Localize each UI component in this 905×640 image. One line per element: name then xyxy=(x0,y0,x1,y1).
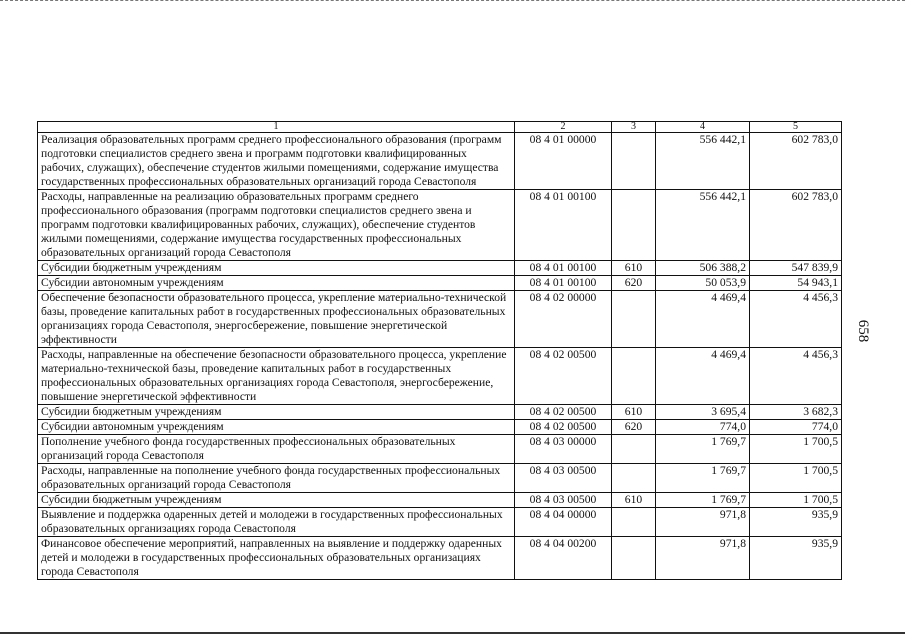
table-row xyxy=(38,464,842,493)
page-top-rule xyxy=(0,0,905,1)
row-value-4: 971,8 xyxy=(656,537,750,580)
row-value-5: 1 700,5 xyxy=(750,435,842,464)
row-name: Субсидии бюджетным учреждениям xyxy=(38,405,515,420)
table-row xyxy=(38,493,842,508)
row-type: 610 xyxy=(612,261,656,276)
table-row xyxy=(38,420,842,435)
row-value-4: 1 769,7 xyxy=(656,435,750,464)
row-value-4: 3 695,4 xyxy=(656,405,750,420)
row-value-5: 602 783,0 xyxy=(750,133,842,190)
row-type xyxy=(612,348,656,405)
row-name: Субсидии бюджетным учреждениям xyxy=(38,493,515,508)
row-value-5: 3 682,3 xyxy=(750,405,842,420)
header-col-5: 5 xyxy=(750,122,842,133)
row-name: Финансовое обеспечение мероприятий, направленных на выявление и поддержку одаренных детей и молодежи в государственных профессиональных образовательных организациях города Севастополя xyxy=(38,537,515,580)
row-value-4: 774,0 xyxy=(656,420,750,435)
row-code: 08 4 02 00500 xyxy=(515,420,612,435)
row-value-5: 602 783,0 xyxy=(750,190,842,261)
row-name: Расходы, направленные на обеспечение безопасности образовательного процесса, укрепление материально-технической базы, проведение капитальных работ в государственных профессиональных образовательных организациях города Севастополя, энергосбережение, повышение энергетической эффективности xyxy=(38,348,515,405)
row-type: 610 xyxy=(612,493,656,508)
row-value-5: 1 700,5 xyxy=(750,464,842,493)
row-code: 08 4 01 00100 xyxy=(515,190,612,261)
row-name: Субсидии бюджетным учреждениям xyxy=(38,261,515,276)
row-name: Субсидии автономным учреждениям xyxy=(38,276,515,291)
row-value-5: 54 943,1 xyxy=(750,276,842,291)
row-name: Выявление и поддержка одаренных детей и молодежи в государственных профессиональных образовательных организациях города Севастополя xyxy=(38,508,515,537)
row-code: 08 4 03 00500 xyxy=(515,493,612,508)
header-row xyxy=(38,122,842,133)
row-type xyxy=(612,291,656,348)
row-type xyxy=(612,190,656,261)
table-row xyxy=(38,291,842,348)
page-bottom-rule xyxy=(0,632,905,634)
header-col-4: 4 xyxy=(656,122,750,133)
row-name: Пополнение учебного фонда государственных профессиональных образовательных организаций города Севастополя xyxy=(38,435,515,464)
row-type: 610 xyxy=(612,405,656,420)
row-value-5: 547 839,9 xyxy=(750,261,842,276)
row-type xyxy=(612,537,656,580)
row-code: 08 4 02 00500 xyxy=(515,348,612,405)
row-type xyxy=(612,435,656,464)
row-value-5: 774,0 xyxy=(750,420,842,435)
row-value-4: 506 388,2 xyxy=(656,261,750,276)
table-row xyxy=(38,405,842,420)
table-row xyxy=(38,348,842,405)
row-type xyxy=(612,508,656,537)
header-col-2: 2 xyxy=(515,122,612,133)
row-value-5: 4 456,3 xyxy=(750,348,842,405)
row-type: 620 xyxy=(612,276,656,291)
row-value-4: 1 769,7 xyxy=(656,493,750,508)
header-col-3: 3 xyxy=(612,122,656,133)
row-value-5: 1 700,5 xyxy=(750,493,842,508)
row-value-5: 4 456,3 xyxy=(750,291,842,348)
row-code: 08 4 01 00100 xyxy=(515,276,612,291)
row-code: 08 4 01 00100 xyxy=(515,261,612,276)
row-value-4: 556 442,1 xyxy=(656,133,750,190)
row-type: 620 xyxy=(612,420,656,435)
table-row xyxy=(38,190,842,261)
row-value-4: 4 469,4 xyxy=(656,291,750,348)
row-name: Субсидии автономным учреждениям xyxy=(38,420,515,435)
row-value-4: 1 769,7 xyxy=(656,464,750,493)
row-name: Обеспечение безопасности образовательного процесса, укрепление материально-технической базы, проведение капитальных работ в государственных профессиональных образовательных организациях города Севастополя, энергосбережение, повышение энергетической эффективности xyxy=(38,291,515,348)
row-type xyxy=(612,464,656,493)
header-col-1: 1 xyxy=(38,122,515,133)
table-row xyxy=(38,276,842,291)
row-value-5: 935,9 xyxy=(750,537,842,580)
row-code: 08 4 03 00500 xyxy=(515,464,612,493)
row-value-5: 935,9 xyxy=(750,508,842,537)
row-name: Расходы, направленные на пополнение учебного фонда государственных профессиональных образовательных организаций города Севастополя xyxy=(38,464,515,493)
row-code: 08 4 02 00500 xyxy=(515,405,612,420)
row-code: 08 4 02 00000 xyxy=(515,291,612,348)
row-code: 08 4 04 00000 xyxy=(515,508,612,537)
budget-table xyxy=(37,121,842,580)
table-row xyxy=(38,508,842,537)
table-row xyxy=(38,537,842,580)
row-type xyxy=(612,133,656,190)
row-value-4: 4 469,4 xyxy=(656,348,750,405)
table-row xyxy=(38,261,842,276)
table-row xyxy=(38,435,842,464)
row-code: 08 4 03 00000 xyxy=(515,435,612,464)
row-code: 08 4 04 00200 xyxy=(515,537,612,580)
page-number: 658 xyxy=(855,319,871,343)
row-name: Реализация образовательных программ среднего профессионального образования (программ подготовки специалистов среднего звена и программ подготовки квалифицированных рабочих, служащих), обеспечение студентов жилыми помещениями, содержание имущества государственных профессиональных образовательных организаций города Севастополя xyxy=(38,133,515,190)
row-code: 08 4 01 00000 xyxy=(515,133,612,190)
row-name: Расходы, направленные на реализацию образовательных программ среднего профессионального образования (программ подготовки специалистов среднего звена и программ подготовки квалифицированных рабочих, служащих), обеспечение студентов жилыми помещениями, содержание имущества государственных профессиональных образовательных организаций города Севастополя xyxy=(38,190,515,261)
row-value-4: 556 442,1 xyxy=(656,190,750,261)
row-value-4: 971,8 xyxy=(656,508,750,537)
row-value-4: 50 053,9 xyxy=(656,276,750,291)
table-row xyxy=(38,133,842,190)
